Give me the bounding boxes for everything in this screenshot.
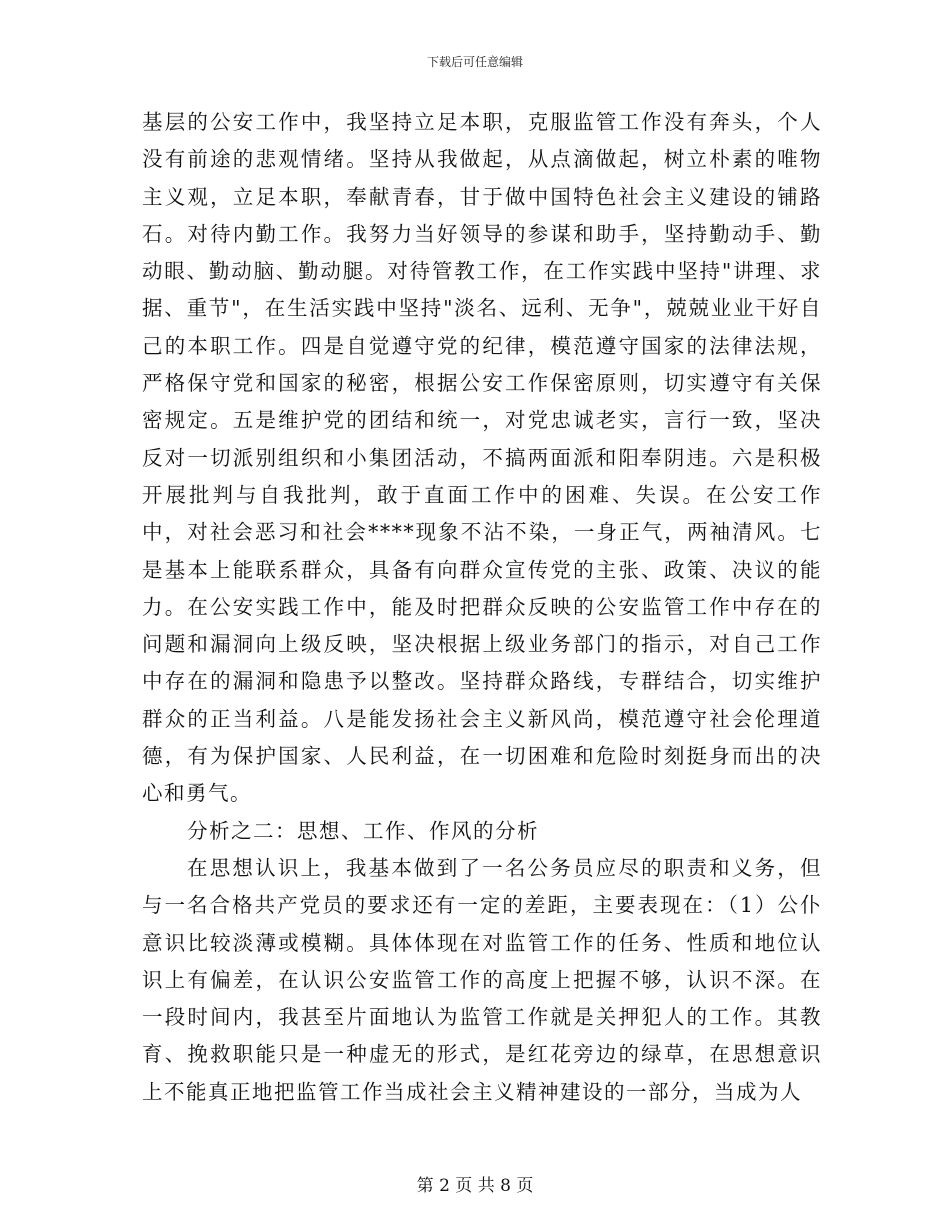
section-heading: 分析之二：思想、工作、作风的分析 xyxy=(187,818,539,843)
body-paragraph: 基层的公安工作中，我坚持立足本职，克服监管工作没有奔头，个人没有前途的悲观情绪。坚持从我做起，从点滴做起，树立朴素的唯物主义观，立足本职，奉献青春，甘于做中国特色社会主义建设的铺路石。对待内勤工作。我努力当好领导的参谋和助手，坚持勤动手、勤动眼、勤动脑、勤动腿。对待管教工作，在工作实践中坚持"讲理、求据、重节"，在生活实践中坚持"淡名、远利、无争"，兢兢业业干好自己的本职工作。四是自觉遵守党的纪律，模范遵守国家的法律法规，严格保守党和国家的秘密，根据公安工作保密原则，切实遵守有关保密规定。五是维护党的团结和统一，对党忠诚老实，言行一致，坚决反对一切派别组织和小集团活动，不搞两面派和阳奉阴违。六是积极开展批判与自我批判，敢于直面工作中的困难、失误。在公安工作中，对社会恶习和社会****现象不沾不染，一身正气，两袖清风。七是基本上能联系群众，具备有向群众宣传党的主张、政策、决议的能力。在公安实践工作中，能及时把群众反映的公安监管工作中存在的问题和漏洞向上级反映，坚决根据上级业务部门的指示，对自己工作中存在的漏洞和隐患予以整改。坚持群众路线，专群结合，切实维护群众的正当利益。八是能发扬社会主义新风尚，模范遵守社会伦理道德，有为保护国家、人民利益，在一切困难和危险时刻挺身而出的决心和勇气。 xyxy=(142,110,822,806)
page-header: 下载后可任意编辑 xyxy=(426,55,523,69)
document-body xyxy=(142,104,822,1111)
body-paragraph: 在思想认识上，我基本做到了一名公务员应尽的职责和义务，但与一名合格共产党员的要求还有一定的差距，主要表现在：（1）公仆意识比较淡薄或模糊。具体体现在对监管工作的任务、性质和地位认识上有偏差，在认识公安监管工作的高度上把握不够，认识不深。在一段时间内，我甚至片面地认为监管工作就是关押犯人的工作。其教育、挽救职能只是一种虚无的形式，是红花旁边的绿草，在思想意识上不能真正地把监管工作当成社会主义精神建设的一部分，当成为人 xyxy=(142,855,822,1104)
page-number-footer: 第 2 页 共 8 页 xyxy=(416,1176,534,1196)
